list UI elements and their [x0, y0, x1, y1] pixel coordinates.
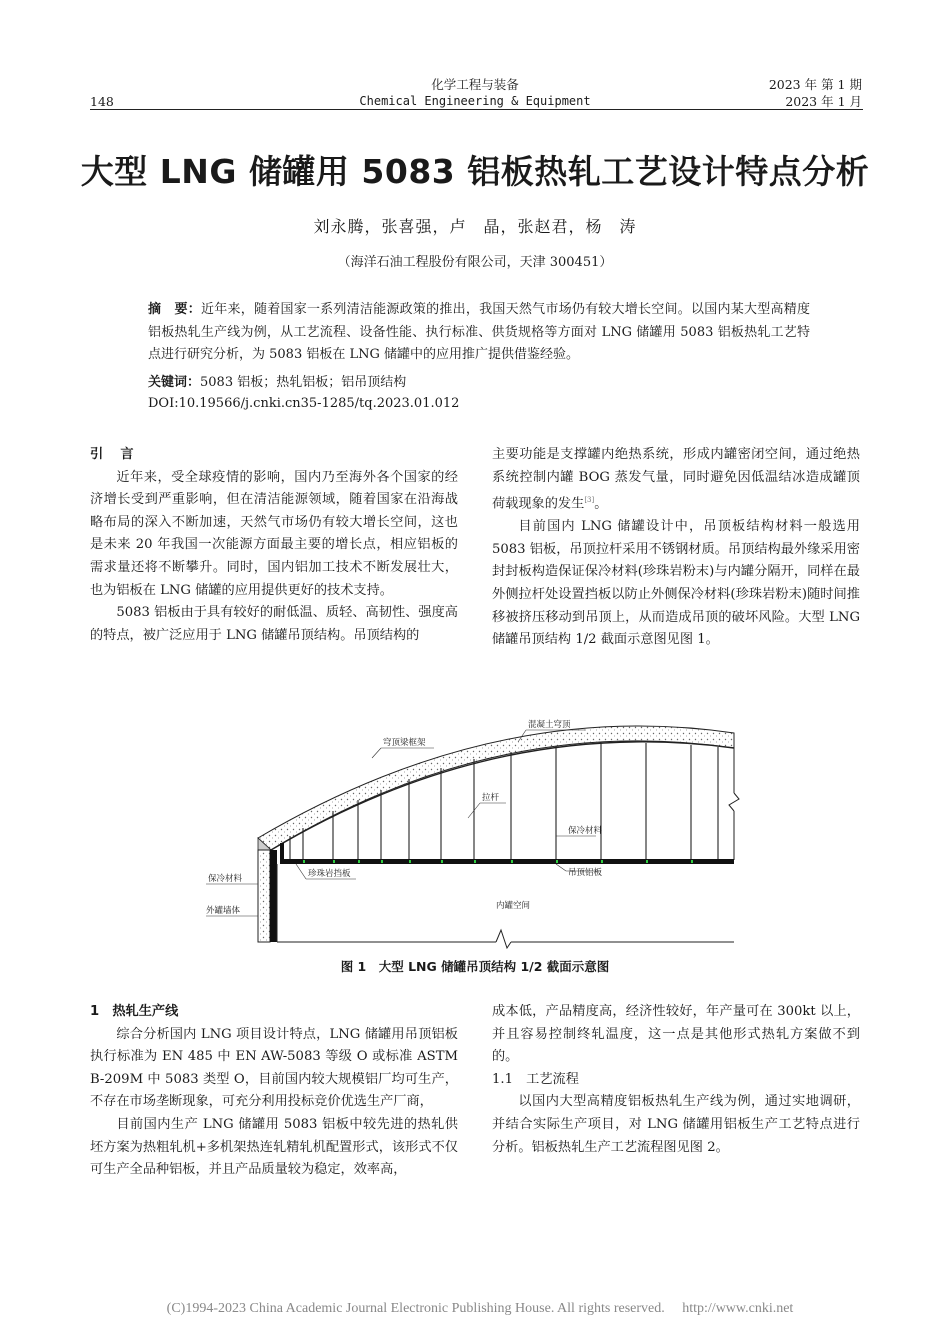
keywords-label: 关键词：: [148, 375, 201, 390]
paragraph: 目前国内生产 LNG 储罐用 5083 铝板中较先进的热轧供坯方案为热粗轧机+多机架热连轧精轧机配置形式，该形式不仅可生产全品种铝板，并且产品质量较为稳定，效率高，: [90, 1116, 458, 1178]
label-dome-frame: 穹顶梁框架: [383, 738, 426, 748]
keywords-line: [148, 373, 810, 393]
label-tie-rod: 拉杆: [482, 793, 500, 803]
label-concrete-roof: 混凝土穹顶: [528, 720, 571, 730]
section-heading-1: 1 热轧生产线: [90, 1004, 179, 1019]
suspended-deck: [281, 859, 734, 864]
author-list: 刘永腾，张喜强，卢 晶，张赵君，杨 涛: [313, 217, 637, 236]
paragraph-text: 主要功能是支撑罐内绝热系统，形成内罐密闭空间，通过绝热系统控制内罐 BOG 蒸发气量，同时避免因低温结冰造成罐顶荷载现象的发生: [492, 447, 860, 512]
label-perlite-board: 珍珠岩挡板: [308, 869, 351, 879]
paragraph: 目前国内 LNG 储罐设计中，吊顶板结构材料一般选用 5083 铝板，吊顶拉杆采用不锈钢材质。吊顶结构最外缘采用密封封板构造保证保冷材料(珍珠岩粉末)与内罐分隔开，同样在最外侧拉杆处设置挡板以防止外侧保冷材料(珍珠岩粉末)随时间推移被挤压移动到吊顶上，从而造成吊顶的破坏风险。大型 LNG 储罐吊顶结构 1/2 截面示意图见图 1。: [492, 519, 860, 648]
paragraph: 近年来，受全球疫情的影响，国内乃至海外各个国家的经济增长受到严重影响，但在清洁能源领域，随着国家在沿海战略布局的深入不断加速，天然气市场仍有较大增长空间，这也是未来 20 年我国一次能源方面最主要的增长点，相应铝板的需求量还将不断攀升。同时，国内铝加工技术不断发展壮大，也为铝板在 LNG 储罐的应用提供更好的技术支持。: [90, 469, 458, 598]
keywords-text: 5083 铝板；热轧铝板；铝吊顶结构: [200, 375, 407, 390]
issue-label: 2023 年 第 1 期: [768, 77, 862, 92]
outer-wall: [258, 850, 270, 942]
label-inner-space: 内罐空间: [496, 901, 531, 911]
section-heading-1-1: 1.1 工艺流程: [492, 1071, 579, 1087]
paragraph: [492, 444, 860, 516]
abstract-label: 摘 要：: [148, 302, 201, 317]
label-insulation-side: 保冷材料: [208, 874, 243, 884]
figure-1-diagram: [196, 708, 756, 950]
paragraph: 5083 铝板由于具有较好的耐低温、质轻、高韧性、强度高的特点，被广泛应用于 LNG 储罐吊顶结构。吊顶结构的: [90, 605, 458, 643]
journal-title-cn: 化学工程与装备: [431, 77, 519, 92]
abstract: [148, 299, 810, 367]
right-column-bottom: [492, 1001, 860, 1159]
paragraph: 综合分析国内 LNG 项目设计特点，LNG 储罐用吊顶铝板执行标准为 EN 485 中 EN AW-5083 等级 O 或标准 ASTM B-209M 中 5083 类型 O，目前国内较大规模铝厂均可生产，不存在市场垄断现象，可充分利用投标竞价优选生产厂商，: [90, 1026, 458, 1110]
inner-wall: [270, 850, 277, 942]
left-column-top: [90, 444, 458, 647]
doi: DOI:10.19566/j.cnki.cn35-1285/tq.2023.01.012: [148, 396, 460, 411]
section-heading-intro: 引 言: [90, 447, 136, 462]
paragraph: 成本低，产品精度高，经济性较好，年产量可在 300kt 以上，并且容易控制终轧温度，这一点是其他形式热轧方案做不到的。: [492, 1004, 860, 1065]
label-suspended-deck: 吊顶铝板: [568, 868, 603, 878]
paragraph: 以国内大型高精度铝板热轧生产线为例，通过实地调研，并结合实际生产项目，对 LNG 储罐用铝板生产工艺特点进行分析。铝板热轧生产工艺流程图见图 2。: [492, 1094, 860, 1155]
page-number: 148: [90, 94, 114, 109]
affiliation: （海洋石油工程股份有限公司，天津 300451）: [337, 255, 613, 270]
concrete-dome: [258, 726, 734, 850]
label-insulation-top: 保冷材料: [568, 826, 603, 836]
paragraph-end: 。: [594, 496, 608, 512]
article-title: 大型 LNG 储罐用 5083 铝板热轧工艺设计特点分析: [80, 152, 870, 191]
header-rule: [90, 109, 863, 110]
reference-mark: [3]: [584, 496, 595, 505]
journal-title-en: Chemical Engineering & Equipment: [359, 94, 591, 108]
break-mark-bottom: [496, 930, 511, 948]
label-outer-wall: 外罐墙体: [206, 906, 241, 916]
figure-1-caption: 图 1 大型 LNG 储罐吊顶结构 1/2 截面示意图: [340, 959, 610, 974]
right-column-top: [492, 444, 860, 652]
break-mark: [729, 793, 739, 811]
issue-month: 2023 年 1 月: [785, 94, 862, 109]
abstract-text: 近年来，随着国家一系列清洁能源政策的推出，我国天然气市场仍有较大增长空间。以国内某大型高精度铝板热轧生产线为例，从工艺流程、设备性能、执行标准、供货规格等方面对 LNG 储罐用 5083 铝板热轧工艺特点进行研究分析，为 5083 铝板在 LNG 储罐中的应用推广提供借鉴经验。: [148, 302, 810, 362]
copyright-footer: (C)1994-2023 China Academic Journal Electronic Publishing House. All rights reserved. http://www.cnki.net: [166, 1301, 794, 1316]
left-column-bottom: [90, 1001, 458, 1182]
perlite-board: [280, 843, 284, 864]
